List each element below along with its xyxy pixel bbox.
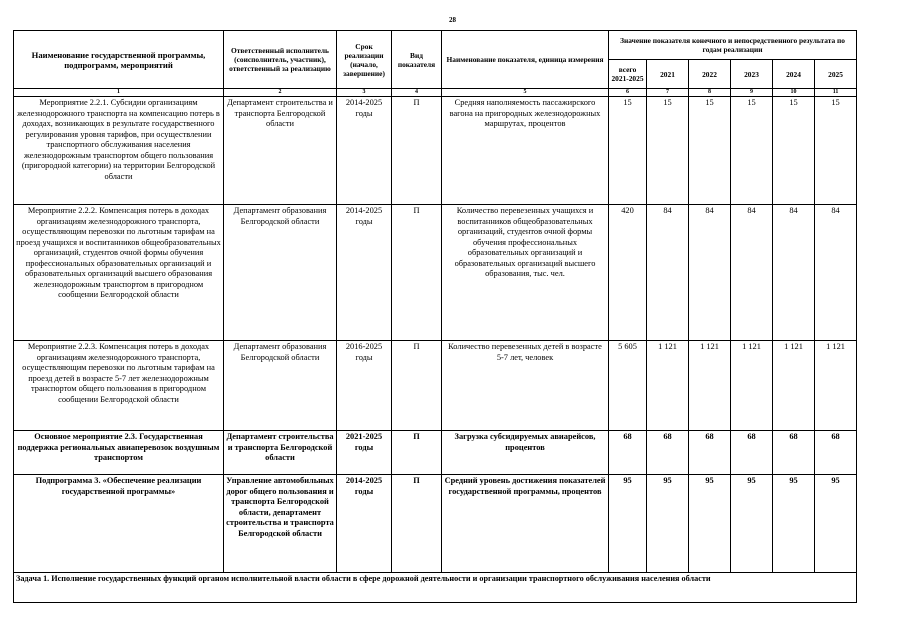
header-year-2022: 2022 <box>689 60 731 89</box>
row-value-2022: 1 121 <box>689 341 731 431</box>
row-value-2025: 1 121 <box>815 341 857 431</box>
row-value-2025: 15 <box>815 97 857 205</box>
row-value-2023: 84 <box>731 205 773 341</box>
table-row <box>14 431 857 475</box>
row-responsible: Департамент строительства и транспорта Белгородской области <box>224 97 337 205</box>
header-year-2023: 2023 <box>731 60 773 89</box>
header-type: Вид показателя <box>392 31 442 89</box>
header-year-2024: 2024 <box>773 60 815 89</box>
row-indicator: Загрузка субсидируемых авиарейсов, процентов <box>442 431 609 475</box>
row-name: Мероприятие 2.2.3. Компенсация потерь в доходах организациям железнодорожного транспорта, осуществляющим перевозки по льготным тарифам на проезд детей в возрасте 5-7 лет железнодорожным транспортом общего пользования в пригородном сообщении Белгородской области <box>14 341 224 431</box>
row-term: 2014-2025 годы <box>337 475 392 573</box>
program-table <box>13 30 857 603</box>
column-number: 6 <box>609 89 647 97</box>
row-value-2023: 1 121 <box>731 341 773 431</box>
document-table-wrapper <box>13 30 856 603</box>
table-row <box>14 341 857 431</box>
row-term: 2014-2025 годы <box>337 97 392 205</box>
column-number: 1 <box>14 89 224 97</box>
column-number: 9 <box>731 89 773 97</box>
row-value-2022: 15 <box>689 97 731 205</box>
page-number: 28 <box>449 16 456 24</box>
header-term: Срок реализации (начало, завершение) <box>337 31 392 89</box>
row-value-2022: 68 <box>689 431 731 475</box>
row-value-2024: 84 <box>773 205 815 341</box>
row-indicator: Количество перевезенных детей в возрасте 5-7 лет, человек <box>442 341 609 431</box>
row-value-2023: 95 <box>731 475 773 573</box>
row-value-2021: 68 <box>647 431 689 475</box>
row-value-2022: 95 <box>689 475 731 573</box>
row-responsible: Управление автомобильных дорог общего пользования и транспорта Белгородской области, департамент строительства и транспорта Белгородской области <box>224 475 337 573</box>
row-indicator: Средняя наполняемость пассажирского вагона на пригородных железнодорожных маршрутах, процентов <box>442 97 609 205</box>
row-name: Основное мероприятие 2.3. Государственная поддержка региональных авиаперевозок воздушным транспортом <box>14 431 224 475</box>
row-name: Мероприятие 2.2.1. Субсидии организациям железнодорожного транспорта на компенсацию потерь в доходах, возникающих в результате государственного регулирования уровня тарифов, при осуществлении транспортного обслуживания населения железнодорожным транспортом общего пользования (пригородной категории) на территории Белгородской области <box>14 97 224 205</box>
column-number: 7 <box>647 89 689 97</box>
task-text: Задача 1. Исполнение государственных функций органом исполнительной власти области в сфере дорожной деятельности и организации транспортного обслуживания населения области <box>14 573 857 603</box>
row-type: П <box>392 475 442 573</box>
row-type: П <box>392 97 442 205</box>
header-year-2025: 2025 <box>815 60 857 89</box>
row-total: 68 <box>609 431 647 475</box>
task-row <box>14 573 857 603</box>
header-name: Наименование государственной программы, подпрограмм, мероприятий <box>14 31 224 89</box>
row-value-2023: 68 <box>731 431 773 475</box>
row-total: 420 <box>609 205 647 341</box>
row-value-2024: 68 <box>773 431 815 475</box>
row-responsible: Департамент строительства и транспорта Белгородской области <box>224 431 337 475</box>
column-number: 3 <box>337 89 392 97</box>
column-number: 10 <box>773 89 815 97</box>
row-term: 2014-2025 годы <box>337 205 392 341</box>
row-type: П <box>392 431 442 475</box>
table-row <box>14 475 857 573</box>
row-value-2021: 1 121 <box>647 341 689 431</box>
row-total: 95 <box>609 475 647 573</box>
row-indicator: Количество перевезенных учащихся и воспитанников общеобразовательных организаций, студентов очной формы обучения профессиональных образовательных организаций и образовательных организаций высшего образования, тыс. чел. <box>442 205 609 341</box>
row-term: 2021-2025 годы <box>337 431 392 475</box>
table-row <box>14 205 857 341</box>
header-values-group: Значение показателя конечного и непосредственного результата по годам реализации <box>609 31 857 60</box>
row-value-2023: 15 <box>731 97 773 205</box>
table-row <box>14 97 857 205</box>
row-value-2025: 95 <box>815 475 857 573</box>
row-indicator: Средний уровень достижения показателей государственной программы, процентов <box>442 475 609 573</box>
header-indicator: Наименование показателя, единица измерения <box>442 31 609 89</box>
row-total: 5 605 <box>609 341 647 431</box>
column-number: 5 <box>442 89 609 97</box>
row-name: Мероприятие 2.2.2. Компенсация потерь в доходах организациям железнодорожного транспорта, осуществляющим перевозки по льготным тарифам на проезд учащихся и воспитанников общеобразовательных организаций, студентов очной формы обучения профессиональных образовательных организаций и образовательных организаций высшего образования железнодорожным транспортом в пригородном сообщении Белгородской области <box>14 205 224 341</box>
column-number: 2 <box>224 89 337 97</box>
row-value-2021: 95 <box>647 475 689 573</box>
row-name: Подпрограмма 3. «Обеспечение реализации государственной программы» <box>14 475 224 573</box>
header-responsible: Ответственный исполнитель (соисполнитель, участник), ответственный за реализацию <box>224 31 337 89</box>
row-value-2025: 84 <box>815 205 857 341</box>
row-value-2021: 84 <box>647 205 689 341</box>
row-value-2024: 95 <box>773 475 815 573</box>
row-value-2021: 15 <box>647 97 689 205</box>
column-number-row <box>14 89 857 97</box>
column-number: 11 <box>815 89 857 97</box>
row-total: 15 <box>609 97 647 205</box>
header-total: всего 2021-2025 <box>609 60 647 89</box>
row-type: П <box>392 205 442 341</box>
row-value-2022: 84 <box>689 205 731 341</box>
header-year-2021: 2021 <box>647 60 689 89</box>
row-responsible: Департамент образования Белгородской области <box>224 341 337 431</box>
row-value-2024: 15 <box>773 97 815 205</box>
row-term: 2016-2025 годы <box>337 341 392 431</box>
row-responsible: Департамент образования Белгородской области <box>224 205 337 341</box>
row-value-2024: 1 121 <box>773 341 815 431</box>
row-value-2025: 68 <box>815 431 857 475</box>
column-number: 4 <box>392 89 442 97</box>
column-number: 8 <box>689 89 731 97</box>
row-type: П <box>392 341 442 431</box>
